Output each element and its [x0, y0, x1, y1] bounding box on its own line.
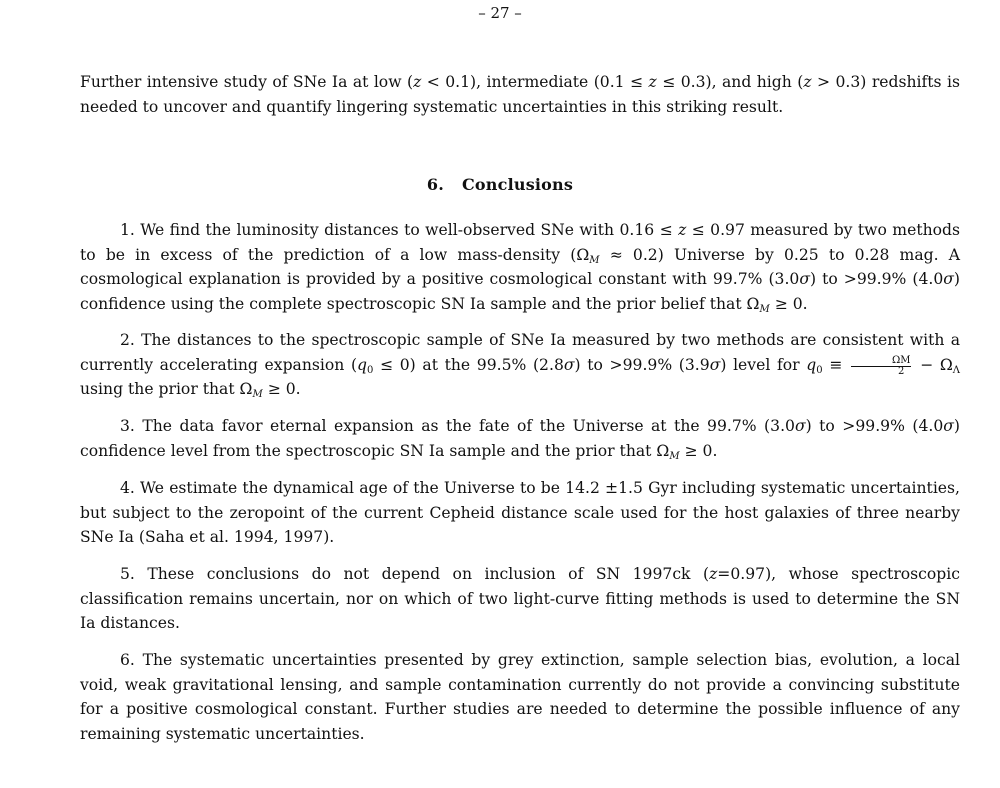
- page-number: – 27 –: [478, 4, 522, 22]
- conclusion-3: 3. The data favor eternal expansion as the fate of the Universe at the 99.7% (3.0σ) to >99.9% (4.0σ) confidence level from the spectroscopic SN Ia sample and the prior that $\Omega_M \ge 0$.: [80, 417, 960, 462]
- conclusion-6: 6. The systematic uncertainties presented by grey extinction, sample selection bias, evolution, a local void, weak gravitational lensing, and sample contamination currently do not provide a convincing substitute for a positive cosmological constant. Further studies are needed to determine the possible influence of any remaining systematic uncertainties.: [80, 651, 960, 743]
- intro-paragraph: Further intensive study of SNe Ia at low (z < 0.1), intermediate (0.1 ≤ z ≤ 0.3), and high (z > 0.3) redshifts is needed to uncover and quantify lingering systematic uncertainties in this striking result.: [80, 73, 960, 116]
- conclusion-4: 4. We estimate the dynamical age of the Universe to be 14.2 ±1.5 Gyr including systematic uncertainties, but subject to the zeropoint of the current Cepheid distance scale used for the host galaxies of three nearby SNe Ia (Saha et al. 1994, 1997).: [80, 479, 960, 546]
- fraction: $\frac{\Omega M}{2}$: [851, 356, 912, 377]
- conclusion-2: 2. The distances to the spectroscopic sample of SNe Ia measured by two methods are consistent with a currently accelerating expansion $(q_0 \le 0)$ at the 99.5% (2.8σ) to >99.9% (3.9σ) level for $q_0$ ≡ $\frac{\Omega M}{2}$ − $\Omega_\Lambda$ using the prior that $\Omega_M \ge 0$.: [80, 331, 960, 400]
- conclusion-1: 1. We find the luminosity distances to well-observed SNe with 0.16 ≤ z ≤ 0.97 measured by two methods to be in excess of the prediction of a low mass-density $(\Omega_M \approx 0.2)$ Universe by 0.25 to 0.28 mag. A cosmological explanation is provided by a positive cosmological constant with 99.7% (3.0σ) to >99.9% (4.0σ) confidence using the complete spectroscopic SN Ia sample and the prior belief that $\Omega_M \ge 0$.: [80, 221, 961, 315]
- section-title: Conclusions: [462, 175, 574, 194]
- section-heading: [0, 175, 1000, 194]
- section-number: 6.: [426, 175, 444, 194]
- conclusion-5: 5. These conclusions do not depend on inclusion of SN 1997ck (z=0.97), whose spectroscopic classification remains uncertain, nor on which of two light-curve fitting methods is used to determine the SN Ia distances.: [80, 565, 960, 632]
